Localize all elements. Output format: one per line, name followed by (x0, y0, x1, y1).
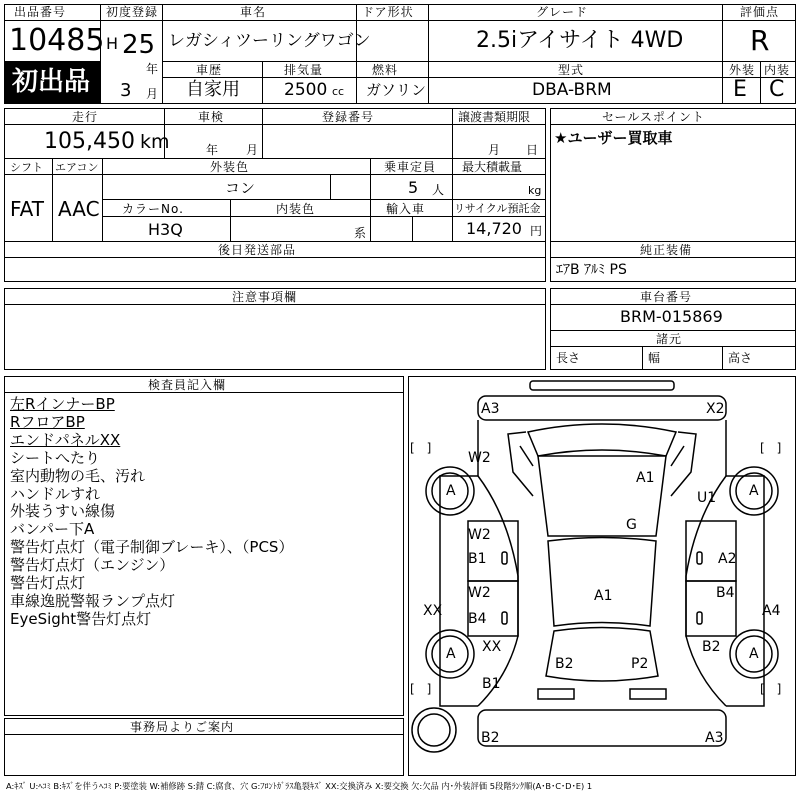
recycle-unit: 円 (530, 224, 543, 238)
dims-label: 諸元 (656, 332, 683, 346)
height-label: 高さ (728, 351, 753, 365)
inspector-line: 警告灯点灯（電子制御ブレーキ）、（PCS） (10, 538, 294, 557)
mark-a4: A4 (762, 603, 781, 619)
int-color-label: 内装色 (276, 202, 316, 216)
lot-label: 出品番号 (14, 5, 67, 19)
grade-value: 2.5iアイサイト 4WD (476, 28, 684, 53)
ac-value: AAC (58, 197, 100, 221)
capacity-value: 5 (408, 178, 419, 197)
inspector-line: EyeSight警告灯点灯 (10, 609, 152, 628)
import-label: 輸入車 (386, 202, 426, 216)
handle (697, 612, 702, 624)
int-color-suffix: 系 (354, 226, 367, 240)
inspector-line: 室内動物の毛、汚れ (10, 466, 146, 485)
mark-b2-a: B2 (555, 656, 574, 672)
mark-a1-roof: A1 (636, 470, 655, 486)
mark-a-left-front: A (446, 483, 456, 499)
door-label: ドア形状 (362, 5, 414, 19)
inspector-line: バンパー下A (10, 520, 95, 539)
mark-a-left-rear: A (446, 646, 456, 662)
chassis-label: 車台番号 (640, 290, 693, 304)
ac-label: エアコン (55, 161, 99, 174)
capacity-unit: 人 (432, 183, 445, 197)
model-label: 型式 (558, 63, 585, 77)
reg-era: H (106, 34, 119, 53)
fuel-value: ガソリン (366, 81, 427, 99)
score-label: 評価点 (740, 5, 780, 19)
inspector-line: 外装うすい線傷 (10, 502, 116, 521)
disp-value: 2500 (284, 80, 328, 100)
front-bumper-strip (530, 381, 674, 390)
mark-b2-bottom: B2 (481, 730, 500, 746)
transfer-label: 譲渡書類期限 (458, 110, 531, 124)
ext-label: 外装 (729, 63, 756, 77)
mark-x2-top: X2 (706, 401, 725, 417)
inspector-line: 左RインナーBP (10, 395, 115, 413)
mark-w2-b: W2 (468, 527, 491, 543)
fuel-label: 燃料 (372, 63, 399, 77)
mark-b2-b: B2 (702, 639, 721, 655)
transfer-day-unit: 日 (526, 143, 539, 157)
disp-label: 排気量 (284, 63, 324, 77)
mark-b1-a: B1 (468, 551, 487, 567)
capacity-label: 乗車定員 (384, 160, 437, 174)
plate-label: 登録番号 (322, 110, 375, 124)
int-grade: C (769, 77, 785, 102)
handle (502, 612, 507, 624)
inspector-line: シートへたり (10, 448, 101, 467)
insp-month-unit: 月 (246, 143, 259, 157)
inspector-line: 警告灯点灯（エンジン） (10, 556, 175, 575)
disp-unit: cc (332, 85, 345, 98)
reg-year: 25 (122, 30, 156, 60)
length-label: 長さ (556, 351, 581, 365)
rear-bumper (478, 710, 726, 746)
mark-b4-a: B4 (468, 611, 487, 627)
reg-year-unit: 年 (146, 62, 159, 76)
equipment-label: 純正装備 (640, 243, 693, 257)
handle (697, 552, 702, 564)
history-value: 自家用 (186, 79, 240, 100)
chassis-value: BRM-015869 (620, 307, 723, 326)
center-body (548, 538, 656, 627)
reg-label: 初度登録 (106, 5, 159, 19)
windshield (528, 424, 676, 456)
mark-a3-bottom: A3 (705, 730, 724, 746)
mark-bracket: [ ] (410, 682, 432, 696)
history-label: 車歴 (196, 63, 223, 77)
later-parts-label: 後日発送部品 (218, 243, 297, 257)
mark-p2: P2 (631, 656, 649, 672)
inspector-line: 警告灯点灯 (10, 574, 86, 593)
rear-glass (546, 628, 658, 682)
notes-label: 注意事項欄 (232, 290, 298, 304)
handle (502, 552, 507, 564)
mark-a2: A2 (718, 551, 737, 567)
mark-a3-top: A3 (481, 401, 500, 417)
mark-a-right-rear: A (749, 646, 759, 662)
inspector-line: RフロアBP (10, 412, 85, 431)
int-label: 内装 (764, 63, 791, 77)
grade-label: グレード (536, 5, 589, 19)
car-name: レガシィツーリングワゴン (168, 31, 371, 51)
mirror-left (520, 446, 533, 466)
roof-right (671, 432, 696, 496)
mileage-label: 走行 (72, 110, 99, 124)
model-value: DBA-BRM (532, 80, 612, 100)
inspector-lines (10, 396, 293, 629)
mark-g: G (626, 517, 637, 533)
front-bumper (478, 396, 726, 420)
rear-bumper-strip (538, 689, 574, 699)
mark-u1: U1 (697, 490, 717, 506)
width-label: 幅 (648, 351, 661, 365)
rear-bumper-strip (630, 689, 666, 699)
insp-year-unit: 年 (206, 143, 219, 157)
score-value: R (750, 24, 770, 57)
lot-number: 10485 (9, 23, 105, 58)
mark-bracket: [ ] (760, 441, 782, 455)
mark-xx-left: XX (423, 603, 443, 619)
car-name-label: 車名 (240, 5, 267, 19)
mark-b4-b: B4 (716, 585, 735, 601)
inspection-label: 車検 (198, 110, 225, 124)
legend-text: A:ｷｽﾞ U:ﾍｺﾐ B:ｷｽﾞを伴うﾍｺﾐ P:要塗装 W:補修跡 S:錆 C:腐食、穴 G:ﾌﾛﾝﾄｶﾞﾗｽ亀裂ｷｽﾞ XX:交換済み X:要交換 欠:欠品 内･外装評価 5段階ﾗﾝｸ順(A･B･C･D･E) 1 (6, 781, 593, 791)
mark-w2-c: W2 (468, 585, 491, 601)
load-unit: kg (528, 184, 542, 197)
shift-label: シフト (10, 161, 43, 174)
mark-a1-center: A1 (594, 588, 613, 604)
mirror-right (671, 446, 684, 466)
first-listing-label: 初出品 (12, 67, 91, 97)
mark-bracket: [ ] (410, 441, 432, 455)
ext-grade: E (733, 77, 747, 102)
inspector-label: 検査員記入欄 (148, 378, 227, 392)
equipment-value: ｴｱB ｱﾙﾐ PS (556, 262, 627, 278)
shift-value: FAT (10, 197, 45, 221)
inspector-line: エンドパネルXX (10, 430, 121, 449)
inspector-line: ハンドルすれ (10, 484, 101, 503)
ext-color-value: コン (225, 179, 256, 197)
mark-bracket: [ ] (760, 682, 782, 696)
color-no-label: カラーNo. (122, 202, 184, 216)
recycle-label: リサイクル預託金 (454, 202, 541, 215)
recycle-value: 14,720 (466, 219, 522, 238)
transfer-month-unit: 月 (488, 143, 501, 157)
ext-color-label: 外装色 (210, 160, 250, 174)
office-label: 事務局よりご案内 (130, 720, 235, 734)
reg-month-unit: 月 (146, 87, 159, 101)
load-label: 最大積載量 (462, 160, 523, 174)
color-no-value: H3Q (148, 220, 183, 239)
reg-month: 3 (120, 80, 132, 101)
mark-b1-b: B1 (482, 676, 501, 692)
mark-xx-b: XX (482, 639, 502, 655)
selling-text: ★ユーザー買取車 (554, 129, 673, 147)
roof (538, 456, 666, 536)
mark-a-right-front: A (749, 483, 759, 499)
mark-w2-a: W2 (468, 450, 491, 466)
mileage-unit: km (140, 131, 170, 153)
mileage-value: 105,450 (44, 129, 135, 154)
car-diagram (408, 376, 796, 776)
selling-label: セールスポイント (602, 110, 705, 124)
roof-left (508, 432, 533, 496)
inspector-line: 車線逸脱警報ランプ点灯 (10, 591, 176, 610)
